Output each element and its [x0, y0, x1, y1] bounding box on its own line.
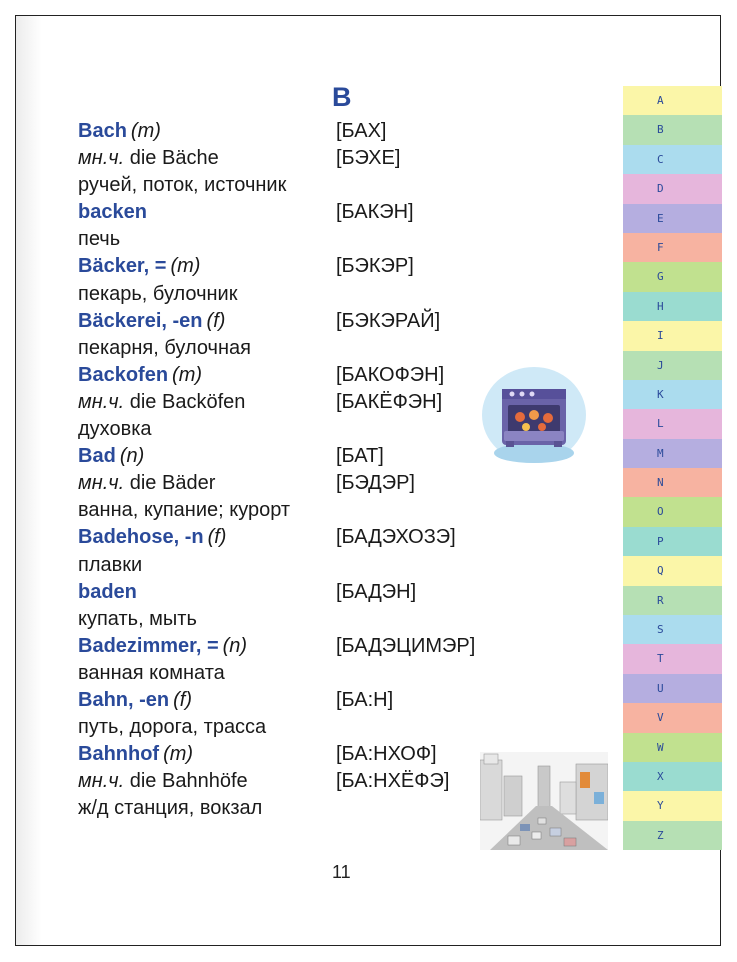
entry-left [78, 145, 219, 172]
headword: Bahnhof [78, 743, 160, 766]
entry-left [78, 443, 144, 470]
index-tab-y[interactable]: Y [623, 791, 722, 820]
translation: ванна, купание; курорт [78, 499, 291, 522]
headword: Bäckerei, -en [78, 309, 203, 332]
entry-line [78, 714, 538, 741]
city-street-illustration [480, 752, 608, 850]
index-tab-x[interactable]: X [623, 762, 722, 791]
entry-line [78, 281, 538, 308]
section-letter: B [332, 82, 352, 112]
transcription: [БЭКЭРАЙ] [336, 309, 441, 332]
transcription: [БЭКЭР] [336, 255, 414, 278]
entry-left [78, 172, 286, 199]
page-number: 11 [332, 862, 351, 882]
grammar-note: (n) [222, 634, 248, 657]
headword: Badezimmer, = [78, 634, 219, 657]
entry-left [78, 416, 152, 443]
headword: Bach [78, 120, 127, 142]
entry-line [78, 795, 538, 822]
index-tab-c[interactable]: C [623, 145, 722, 174]
binding-shadow [16, 16, 42, 945]
translation: ручей, поток, источник [78, 174, 287, 197]
index-tab-z[interactable]: Z [623, 821, 722, 850]
grammar-note: (n) [119, 445, 145, 468]
index-tab-j[interactable]: J [623, 351, 722, 380]
entry-left [78, 606, 197, 633]
index-tab-o[interactable]: O [623, 497, 722, 526]
alphabet-index [623, 86, 722, 850]
transcription: [БАКОФЭН] [336, 363, 445, 386]
entry-line [78, 335, 538, 362]
transcription: [БАДЭН] [336, 580, 417, 603]
entry-line [78, 226, 538, 253]
entry-line [78, 145, 538, 172]
translation: ванная комната [78, 661, 225, 684]
entry-left [78, 226, 120, 253]
translation: пекарь, булочник [78, 282, 238, 305]
entry-line [78, 687, 538, 714]
entry-left [78, 552, 142, 579]
index-tab-b[interactable]: B [623, 115, 722, 144]
headword: baden [78, 580, 137, 603]
entry-left [78, 579, 137, 606]
index-tab-p[interactable]: P [623, 527, 722, 556]
index-tab-f[interactable]: F [623, 233, 722, 262]
entry-line [78, 524, 538, 551]
index-tab-v[interactable]: V [623, 703, 722, 732]
grammar-note: (m) [163, 743, 194, 766]
entry-left [78, 308, 225, 335]
entry-line [78, 552, 538, 579]
index-tab-l[interactable]: L [623, 409, 722, 438]
transcription: [БАКЁФЭН] [336, 390, 443, 413]
translation: ж/д станция, вокзал [78, 797, 263, 820]
entry-line [78, 389, 538, 416]
grammar-note: (m) [130, 120, 161, 142]
grammar-note: (f) [207, 526, 227, 549]
entry-line [78, 741, 538, 768]
index-tab-t[interactable]: T [623, 644, 722, 673]
entry-left [78, 741, 193, 768]
entry-line [78, 633, 538, 660]
entry-list [78, 118, 538, 822]
entry-line [78, 308, 538, 335]
dictionary-page [15, 15, 721, 946]
translation: духовка [78, 418, 152, 441]
headword: backen [78, 201, 147, 224]
entry-line [78, 470, 538, 497]
entry-left [78, 660, 225, 687]
entry-line [78, 172, 538, 199]
index-tab-g[interactable]: G [623, 262, 722, 291]
index-tab-h[interactable]: H [623, 292, 722, 321]
entry-left [78, 470, 215, 497]
headword: Bäcker, = [78, 255, 167, 278]
index-tab-e[interactable]: E [623, 204, 722, 233]
translation: купать, мыть [78, 607, 197, 630]
index-tab-q[interactable]: Q [623, 556, 722, 585]
transcription: [БАТ] [336, 445, 384, 468]
transcription: [БЭДЭР] [336, 472, 415, 495]
grammar-note: (m) [172, 363, 203, 386]
transcription: [БАКЭН] [336, 201, 414, 224]
entry-left [78, 253, 200, 280]
plural-form: die Bäder [124, 472, 216, 495]
entry-left [78, 524, 226, 551]
transcription: [БА:Н] [336, 688, 394, 711]
entry-line [78, 660, 538, 687]
entry-left [78, 687, 192, 714]
entry-line [78, 768, 538, 795]
index-tab-d[interactable]: D [623, 174, 722, 203]
plural-form: die Bäche [124, 147, 219, 170]
transcription: [БАХ] [336, 120, 387, 142]
entry-line [78, 497, 538, 524]
plural-marker: мн.ч. [78, 390, 125, 413]
translation: плавки [78, 553, 143, 576]
index-tab-k[interactable]: K [623, 380, 722, 409]
entry-left [78, 335, 251, 362]
entry-left [78, 714, 266, 741]
headword: Bad [78, 445, 116, 468]
entry-line [78, 416, 538, 443]
headword: Badehose, -n [78, 526, 204, 549]
entry-left [78, 633, 247, 660]
plural-marker: мн.ч. [78, 770, 125, 793]
index-tab-n[interactable]: N [623, 468, 722, 497]
index-tab-u[interactable]: U [623, 674, 722, 703]
headword: Backofen [78, 363, 169, 386]
plural-form: die Bahnhöfe [124, 770, 248, 793]
index-tab-m[interactable]: M [623, 439, 722, 468]
entry-left [78, 118, 161, 145]
translation: печь [78, 228, 121, 251]
entry-left [78, 497, 290, 524]
transcription: [БЭХЕ] [336, 147, 401, 170]
entry-line [78, 579, 538, 606]
entry-left [78, 389, 245, 416]
entry-line [78, 253, 538, 280]
headword: Bahn, -en [78, 688, 170, 711]
transcription: [БА:НХЁФЭ] [336, 770, 450, 793]
entry-left [78, 768, 248, 795]
grammar-note: (f) [206, 309, 226, 332]
entry-line [78, 118, 538, 145]
entry-line [78, 199, 538, 226]
plural-marker: мн.ч. [78, 472, 125, 495]
translation: пекарня, булочная [78, 336, 251, 359]
entry-line [78, 443, 538, 470]
grammar-note: (m) [170, 255, 201, 278]
entry-left [78, 795, 262, 822]
translation: путь, дорога, трасса [78, 716, 267, 739]
index-tab-r[interactable]: R [623, 586, 722, 615]
entry-left [78, 362, 202, 389]
transcription: [БАДЭЦИМЭР] [336, 634, 476, 657]
index-tab-s[interactable]: S [623, 615, 722, 644]
entry-left [78, 199, 147, 226]
index-tab-w[interactable]: W [623, 733, 722, 762]
plural-form: die Backöfen [124, 390, 246, 413]
grammar-note: (f) [173, 688, 193, 711]
index-tab-i[interactable]: I [623, 321, 722, 350]
oven-illustration [478, 365, 590, 467]
transcription: [БА:НХОФ] [336, 743, 437, 766]
entry-line [78, 606, 538, 633]
entry-line [78, 362, 538, 389]
plural-marker: мн.ч. [78, 147, 125, 170]
entry-left [78, 281, 237, 308]
transcription: [БАДЭХОЗЭ] [336, 526, 456, 549]
index-tab-a[interactable]: A [623, 86, 722, 115]
